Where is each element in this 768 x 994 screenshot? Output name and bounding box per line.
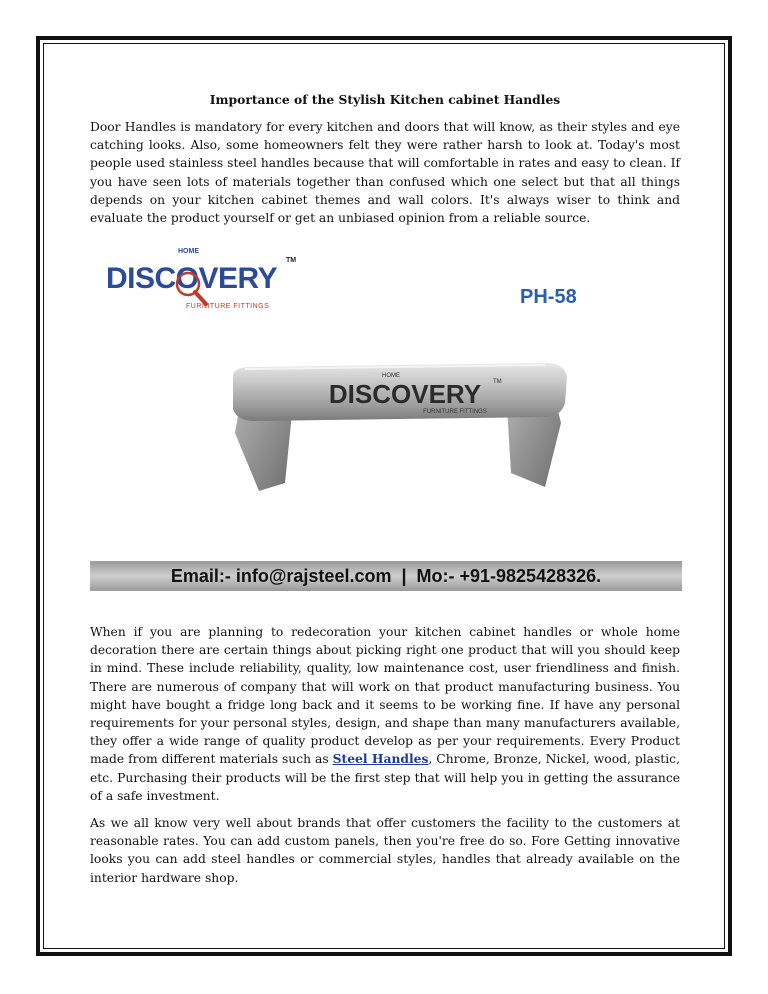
- handle-tagline-text: FURNITURE FITTINGS: [423, 409, 487, 415]
- document-top-section: [90, 91, 680, 227]
- paragraph-2-text-end: , Chrome, Bronze, Nickel, wood, plastic, etc. Purchasing their products will be the first step that will help you in getting the assurance of a safe investment.: [90, 752, 680, 803]
- paragraph-2-text-start: When if you are planning to redecoration your kitchen cabinet handles or whole home decoration there are certain things about picking right one product that will you should keep in mind. These include reliability, quality, low maintenance cost, user friendliness and finish. There are numerous of company that will work on that product manufacturing business. You might have bought a fridge long back and it seems to be working fine. If have any personal requirements for your personal styles, design, and shape than many manufacturers available, they offer a wide range of quality product develop as per your requirements. Every Product made from different materials such as: [90, 625, 680, 767]
- contact-separator: |: [401, 565, 407, 586]
- intro-paragraph: Door Handles is mandatory for every kitchen and doors that will know, as their styles and eye catching looks. Also, some homeowners felt they were rather harsh to look at. Today's most people used stainless steel handles because that will comfortable in rates and easy to clean. If you have seen lots of materials together than confused which one select but that all things depends on your kitchen cabinet themes and wall colors. It's always wiser to think and evaluate the product yourself or get an unbiased opinion from a reliable source.: [90, 120, 680, 226]
- handle-brand-text: DISCOVERY: [328, 379, 482, 409]
- body-paragraph-3: As we all know very well about brands that offer customers the facility to the customers at reasonable rates. You can add custom panels, then you're free do so. Fore Getting innovative looks you can add steel handles or commercial styles, handles that already available on the interior hardware shop.: [90, 816, 680, 885]
- document-bottom-section: [90, 623, 680, 887]
- cabinet-handle-illustration: [215, 363, 575, 493]
- contact-phone: Mo:- +91-9825428326.: [416, 565, 602, 586]
- model-number: PH-58: [520, 286, 577, 308]
- magnifier-icon: [170, 266, 212, 308]
- handle-home-text: HOME: [382, 373, 400, 379]
- contact-bar: [90, 561, 682, 591]
- logo-trademark: TM: [286, 257, 297, 264]
- discovery-logo: [100, 248, 300, 328]
- logo-home-text: HOME: [178, 248, 199, 255]
- contact-email: Email:- info@rajsteel.com: [170, 565, 392, 586]
- logo-tagline: FURNITURE FITTINGS: [186, 303, 270, 310]
- body-paragraph-2: [90, 623, 680, 805]
- handle-tm-text: TM: [493, 379, 502, 385]
- product-image: [90, 238, 682, 598]
- logo-wordmark: DISCOVERY: [106, 262, 278, 295]
- steel-handles-link[interactable]: Steel Handles: [332, 751, 429, 767]
- document-title: Importance of the Stylish Kitchen cabinet Handles: [209, 92, 561, 107]
